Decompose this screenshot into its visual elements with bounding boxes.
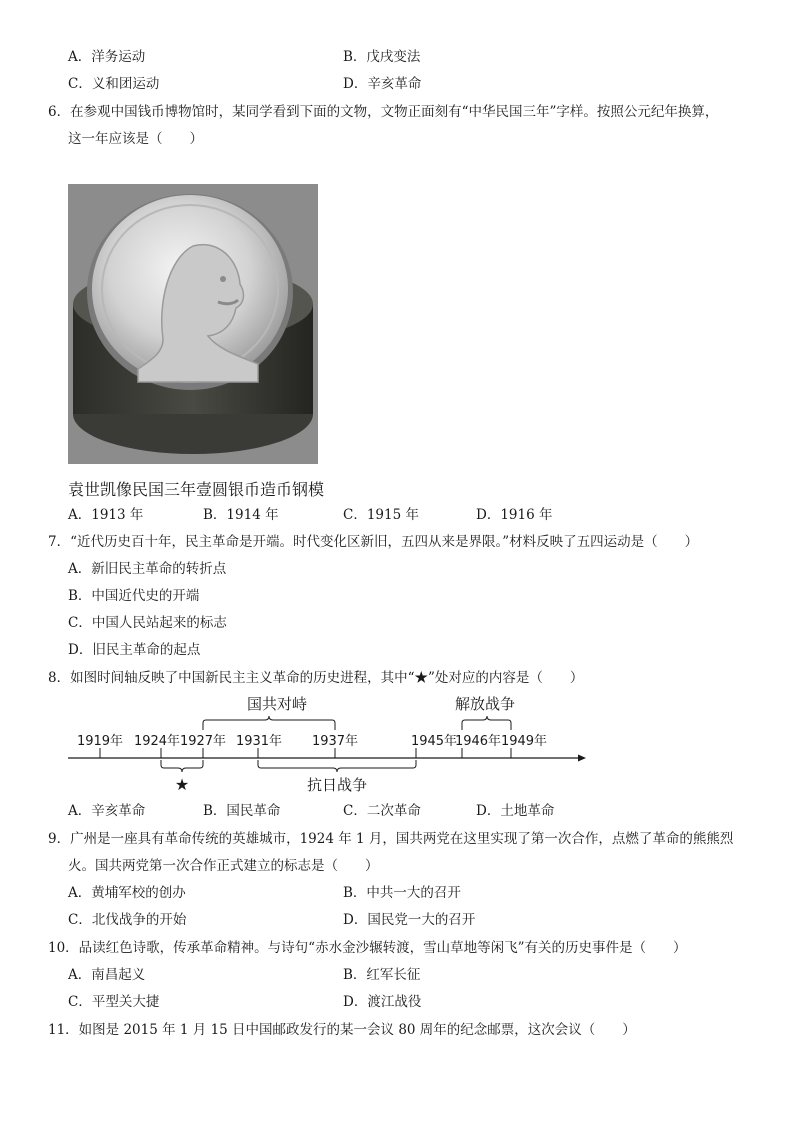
image-caption: 袁世凯像民国三年壹圆银币造币钢模: [68, 480, 325, 499]
q10-option-a: A．南昌起义: [68, 967, 146, 983]
q6-option-a: A．1913 年: [68, 507, 144, 523]
q6-stem-line2: 这一年应该是（ ）: [68, 131, 203, 147]
q9-stem-line2: 火。国共两党第一次合作正式建立的标志是（ ）: [68, 858, 379, 874]
brace-anti-japan: [258, 760, 416, 772]
q8-option-b: B．国民革命: [203, 803, 281, 819]
year-label: 1937年: [311, 734, 359, 749]
brace-star: [161, 760, 203, 772]
brace-kmt-cpc: [203, 716, 335, 730]
label-liberation: 解放战争: [454, 695, 516, 713]
brace-liberation: [462, 716, 511, 730]
q9-option-b: B．中共一大的召开: [343, 885, 461, 901]
label-anti-japan: 抗日战争: [306, 776, 368, 794]
q7-stem: 7．“近代历史百十年，民主革命是开端。时代变化区新旧，五四从来是界限。”材料反映了五四运动是（ ）: [48, 534, 699, 550]
year-label: 1919年: [76, 734, 124, 749]
year-label: 1946年: [454, 734, 502, 749]
q7-option-a: A．新旧民主革命的转折点: [68, 561, 227, 577]
year-label: 1931年: [235, 734, 283, 749]
q8-stem: 8．如图时间轴反映了中国新民主主义革命的历史进程，其中“★”处对应的内容是（ ）: [48, 670, 584, 686]
timeline-arrow: [578, 755, 586, 762]
year-label: 1945年: [410, 734, 458, 749]
q8-option-d: D．土地革命: [476, 803, 555, 819]
q7-option-d: D．旧民主革命的起点: [68, 642, 201, 658]
q9-option-c: C．北伐战争的开始: [68, 912, 187, 928]
q5-option-c: C．义和团运动: [68, 76, 160, 92]
q9-stem-line1: 9．广州是一座具有革命传统的英雄城市，1924 年 1 月，国共两党在这里实现了第一次合作，点燃了革命的熊熊烈: [48, 831, 734, 847]
q11-stem: 11．如图是 2015 年 1 月 15 日中国邮政发行的某一会议 80 周年的纪念邮票，这次会议（ ）: [48, 1022, 636, 1038]
q7-option-c: C．中国人民站起来的标志: [68, 615, 227, 631]
year-label: 1949年: [500, 734, 548, 749]
year-label: 1927年: [179, 734, 227, 749]
q5-option-d: D．辛亥革命: [343, 76, 422, 92]
star-mark: ★: [174, 775, 190, 794]
label-kmt-cpc: 国共对峙: [246, 695, 308, 713]
coin-die-photo: [68, 184, 318, 464]
q8-option-a: A．辛亥革命: [68, 803, 146, 819]
q7-option-b: B．中国近代史的开端: [68, 588, 200, 604]
q6-option-b: B．1914 年: [203, 507, 279, 523]
q8-option-c: C．二次革命: [343, 803, 421, 819]
history-timeline: [60, 690, 600, 800]
q5-option-b: B．戊戌变法: [343, 49, 421, 65]
q10-option-b: B．红军长征: [343, 967, 421, 983]
q9-option-d: D．国民党一大的召开: [343, 912, 476, 928]
q6-option-d: D．1916 年: [476, 507, 553, 523]
q10-stem: 10．品读红色诗歌，传承革命精神。与诗句“赤水金沙辗转渡，雪山草地等闲飞”有关的历史事件是（ ）: [48, 940, 687, 956]
q10-option-d: D．渡江战役: [343, 994, 422, 1010]
year-label: 1924年: [133, 734, 181, 749]
q6-option-c: C．1915 年: [343, 507, 419, 523]
coin-die-illustration: [68, 184, 318, 464]
q9-option-a: A．黄埔军校的创办: [68, 885, 186, 901]
q10-option-c: C．平型关大捷: [68, 994, 160, 1010]
q6-stem-line1: 6．在参观中国钱币博物馆时，某同学看到下面的文物，文物正面刻有“中华民国三年”字样。按照公元纪年换算，: [48, 104, 719, 120]
q5-option-a: A．洋务运动: [68, 49, 146, 65]
